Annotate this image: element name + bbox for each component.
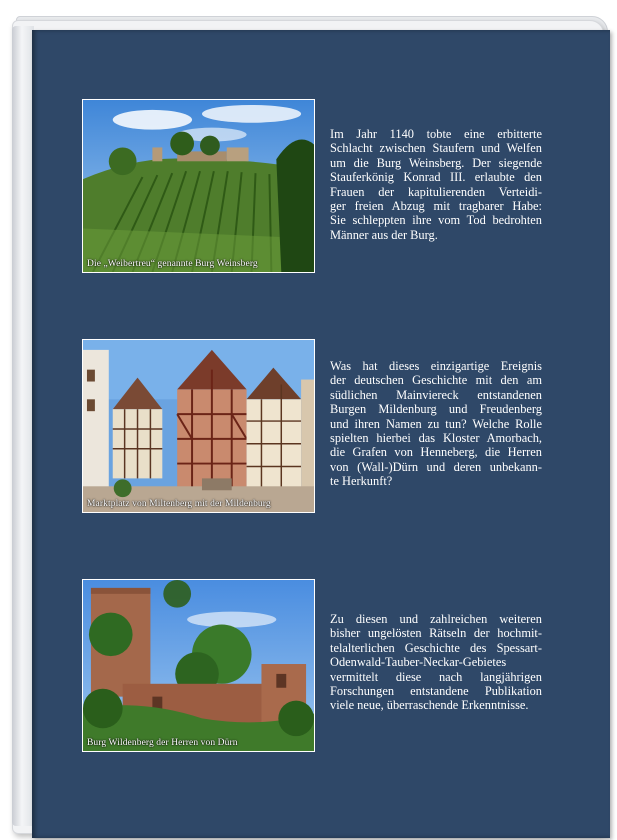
- text-line: Frauen der kapitulierenden Verteidi-: [330, 184, 542, 199]
- text-line: südlichen Mainviereck entstandenen: [330, 387, 542, 402]
- photo-marktplatz-miltenberg: [82, 339, 315, 513]
- vineyard-castle-image: [83, 100, 314, 272]
- text-line: und ihren Namen zu tun? Welche Rolle: [330, 416, 542, 431]
- text-line: Burgen Mildenburg und Freudenberg: [330, 402, 542, 417]
- text-line: telalterlichen Geschichte des Spessart-: [330, 640, 542, 655]
- text-line: Sie schleppten ihre vom Tod bedrohten: [330, 213, 542, 228]
- text-line: vermittelt diese nach langjährigen: [330, 669, 542, 684]
- text-line: von (Wall-)Dürn und deren unbekann-: [330, 459, 542, 474]
- text-line: Männer aus der Burg.: [330, 227, 438, 242]
- text-line: Schlacht zwischen Staufern und Welfen: [330, 141, 542, 156]
- text-line: Odenwald-Tauber-Neckar-Gebietes: [330, 655, 507, 670]
- text-line: viele neue, überraschende Erkenntnisse.: [330, 698, 529, 713]
- photo-caption-weinsberg: Die „Weibertreu“ genannte Burg Weinsberg: [87, 259, 258, 269]
- text-line: Was hat dieses einzigartige Ereignis: [330, 359, 542, 373]
- market-square-image: [83, 340, 314, 512]
- text-line: die Grafen von Henneberg, die Herren: [330, 445, 542, 460]
- book-spine: [12, 26, 34, 826]
- text-line: spielten hierbei das Kloster Amorbach,: [330, 431, 542, 446]
- photo-caption-miltenberg: Marktplatz von Miltenberg mit der Mildenburg: [87, 499, 271, 509]
- text-line: der deutschen Geschichte mit den am: [330, 373, 542, 388]
- paragraph-mildenburg: [330, 359, 542, 489]
- text-line: ger freien Abzug mit tragbarer Habe:: [330, 199, 542, 214]
- text-line: Forschungen entstandene Publikation: [330, 684, 542, 699]
- text-line: um die Burg Weinsberg. Der siegende: [330, 155, 542, 170]
- castle-ruin-image: [83, 580, 314, 751]
- text-line: Zu diesen und zahlreichen weiteren: [330, 612, 542, 626]
- photo-caption-wildenberg: Burg Wildenberg der Herren von Dürn: [87, 738, 238, 748]
- photo-burg-wildenberg: [82, 579, 315, 752]
- paragraph-publication: [330, 612, 542, 713]
- text-line: Im Jahr 1140 tobte eine erbitterte: [330, 127, 542, 141]
- text-line: te Herkunft?: [330, 474, 393, 489]
- paragraph-weinsberg: [330, 127, 542, 242]
- text-line: bisher ungelösten Rätseln der hochmit-: [330, 626, 542, 641]
- text-line: Stauferkönig Konrad III. erlaubte den: [330, 170, 542, 185]
- photo-burg-weinsberg: [82, 99, 315, 273]
